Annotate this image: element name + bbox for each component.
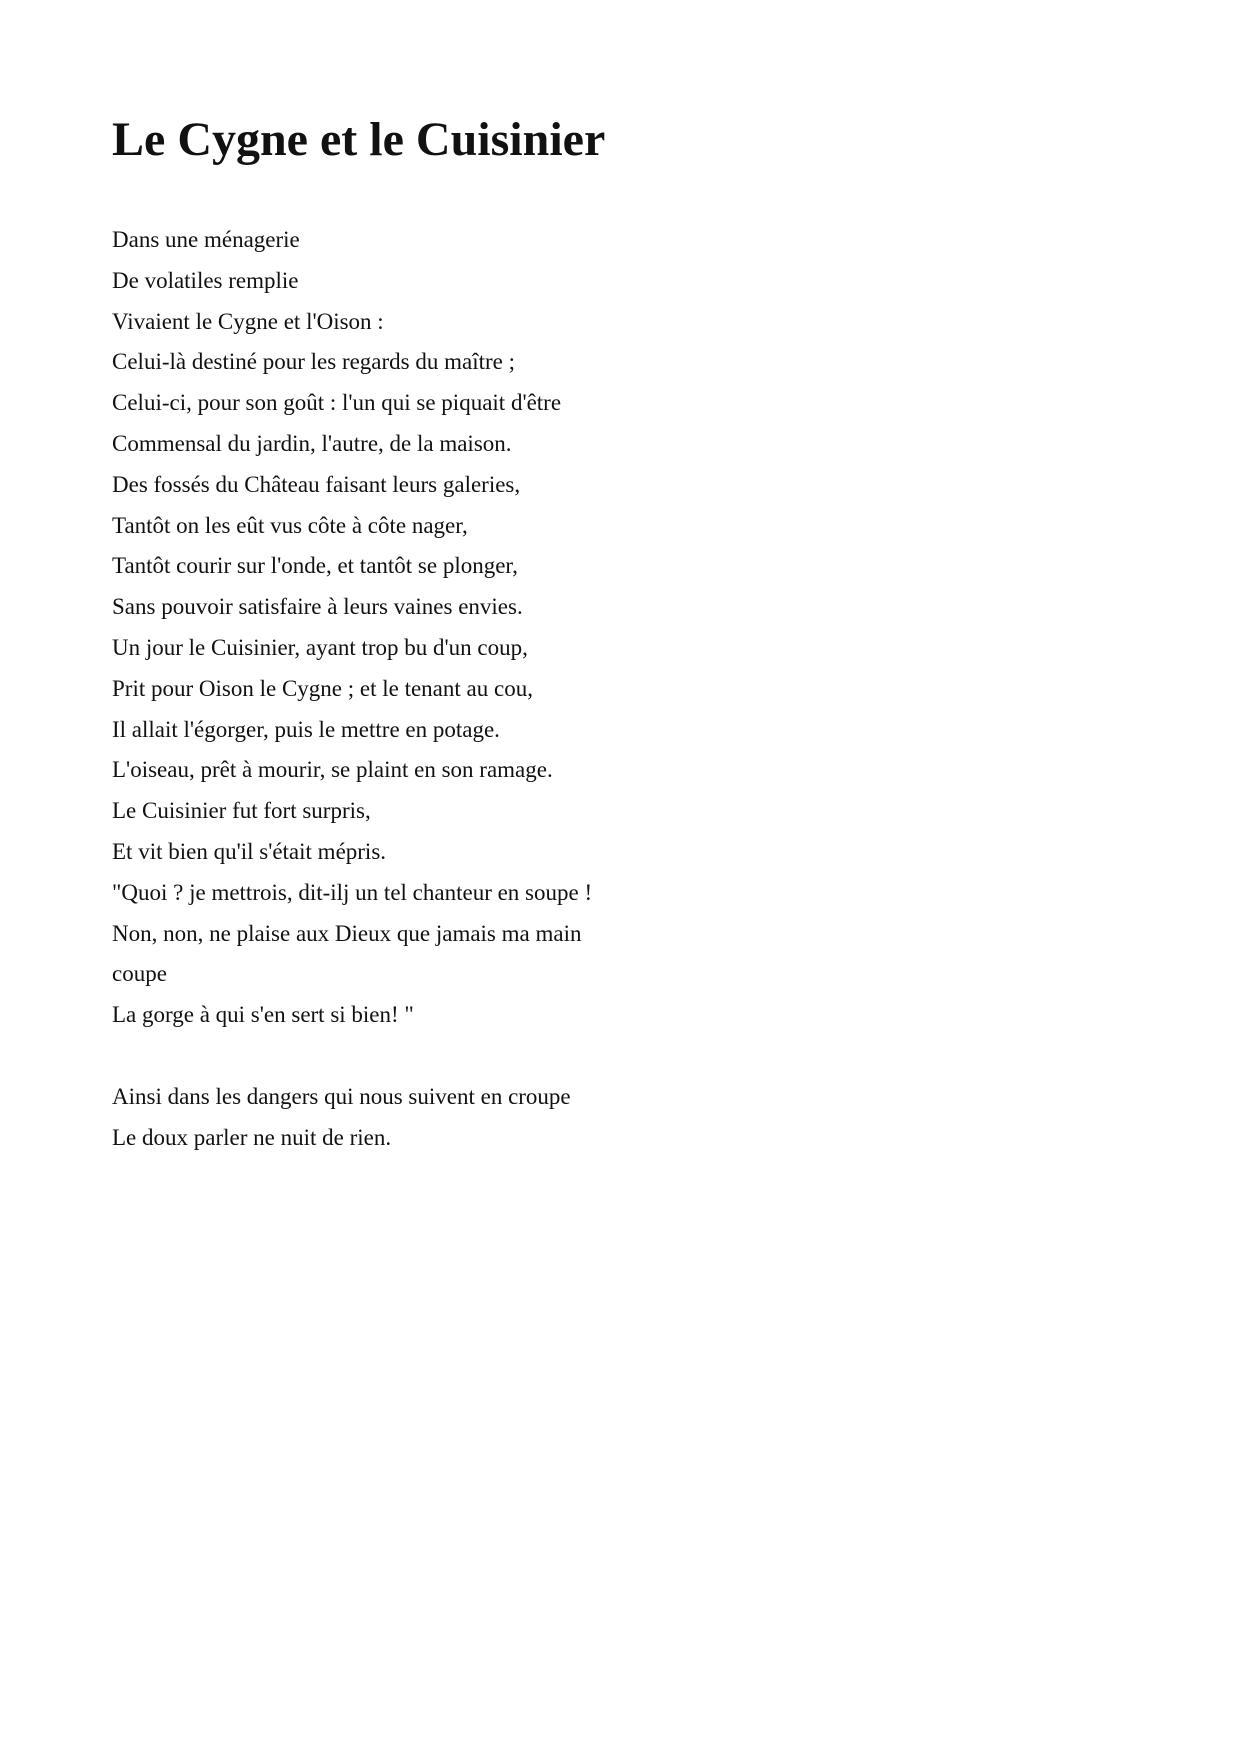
verse-line: Dans une ménagerie (112, 227, 300, 252)
verse-line: Vivaient le Cygne et l'Oison : (112, 308, 384, 334)
verse-line: Le doux parler ne nuit de rien. (112, 1124, 392, 1150)
verse-line: Commensal du jardin, l'autre, de la maison. (112, 430, 512, 456)
verse-line: Ainsi dans les dangers qui nous suivent en croupe (112, 1083, 571, 1109)
poem-container (112, 108, 812, 1158)
verse-line: Le Cuisinier fut fort surpris, (112, 798, 371, 824)
verse-line: Tantôt courir sur l'onde, et tantôt se plonger, (112, 553, 518, 579)
verse-line: "Quoi ? je mettrois, dit-ilj un tel chanteur en soupe ! (112, 879, 593, 905)
verse-line: Un jour le Cuisinier, ayant trop bu d'un coup, (112, 634, 528, 660)
verse-line: Prit pour Oison le Cygne ; et le tenant au cou, (112, 675, 533, 701)
poem-title: Le Cygne et le Cuisinier (112, 113, 606, 166)
verse-line: Il allait l'égorger, puis le mettre en potage. (112, 716, 500, 742)
verse-line: De volatiles remplie (112, 267, 299, 293)
verse-line: Des fossés du Château faisant leurs galeries, (112, 471, 521, 497)
verse-line: Tantôt on les eût vus côte à côte nager, (112, 512, 468, 538)
verse-line: coupe (112, 961, 167, 987)
verse-line: Sans pouvoir satisfaire à leurs vaines envies. (112, 594, 523, 620)
verse-line: La gorge à qui s'en sert si bien! " (112, 1002, 414, 1028)
verse-line: Non, non, ne plaise aux Dieux que jamais ma main (112, 920, 582, 946)
stanza-1 (112, 220, 812, 1036)
verse-line: Celui-là destiné pour les regards du maître ; (112, 349, 516, 375)
stanza-2-moral (112, 1077, 812, 1159)
verse-line: L'oiseau, prêt à mourir, se plaint en son ramage. (112, 757, 553, 783)
verse-line: Celui-ci, pour son goût : l'un qui se piquait d'être (112, 390, 562, 416)
verse-line: Et vit bien qu'il s'était mépris. (112, 838, 387, 864)
